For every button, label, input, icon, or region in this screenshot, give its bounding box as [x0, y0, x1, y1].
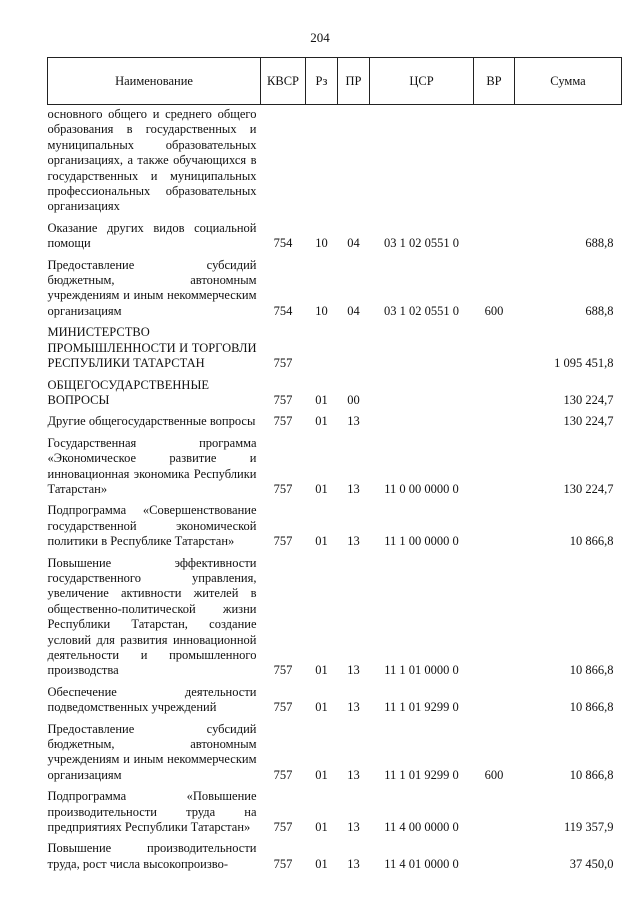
row-sum: 130 224,7 — [563, 414, 614, 429]
row-name: Повышение эффективности государственного управления, увеличение активности жителей в общественно-политической жизни Республики Татарстан, создание условий для развития инновационной деятельности и промышленного производства — [47, 555, 257, 678]
table-header-row — [48, 58, 622, 105]
row-sum — [515, 105, 622, 217]
row-vr — [474, 681, 515, 718]
row-pr — [338, 321, 370, 373]
row-pr: 13 — [347, 856, 360, 871]
header-rz: Рз — [306, 58, 338, 105]
row-vr — [474, 217, 515, 254]
row-pr: 13 — [347, 767, 360, 782]
row-kvsr: 757 — [273, 820, 293, 835]
row-pr: 13 — [347, 700, 360, 715]
row-csr: 11 1 01 9299 0 — [384, 767, 459, 782]
row-sum: 688,8 — [585, 236, 614, 251]
row-sum: 119 357,9 — [563, 820, 614, 835]
row-kvsr: 757 — [273, 414, 293, 429]
table-row — [48, 321, 622, 373]
row-vr — [474, 321, 515, 373]
row-csr — [370, 374, 474, 411]
row-csr: 11 0 00 0000 0 — [384, 481, 459, 496]
row-sum: 10 866,8 — [569, 663, 614, 678]
row-name: Оказание других видов социальной помощи — [47, 220, 257, 251]
row-name: Подпрограмма «Повышение производительности труда на предприятиях Республики Татарстан» — [47, 789, 257, 835]
row-name: Обеспечение деятельности подведомственных учреждений — [47, 684, 257, 715]
row-rz: 10 — [315, 303, 328, 318]
row-kvsr: 757 — [273, 767, 293, 782]
row-rz: 01 — [315, 663, 328, 678]
row-rz: 01 — [315, 392, 328, 407]
table-row — [48, 254, 622, 322]
page-number: 204 — [310, 30, 330, 45]
row-kvsr — [261, 105, 306, 217]
row-vr: 600 — [484, 767, 504, 782]
row-csr: 03 1 02 0551 0 — [384, 236, 459, 251]
row-name: основного общего и среднего общего образования в государственных и муниципальных образовательных организациях, а также обучающихся в государственных и муниципальных профессиональных образовательных организациях — [47, 107, 257, 214]
row-kvsr: 757 — [273, 700, 293, 715]
row-rz: 01 — [315, 481, 328, 496]
row-pr: 13 — [347, 414, 360, 429]
row-kvsr: 757 — [273, 481, 293, 496]
row-name: Предоставление субсидий бюджетным, автономным учреждениям и иным некоммерческим организациям — [47, 721, 257, 782]
table-row — [48, 499, 622, 551]
row-pr: 13 — [347, 534, 360, 549]
row-csr: 11 1 01 9299 0 — [384, 700, 459, 715]
table-row — [48, 837, 622, 874]
table-row — [48, 105, 622, 217]
header-kvsr: КВСР — [261, 58, 306, 105]
row-kvsr: 754 — [273, 236, 293, 251]
row-sum: 10 866,8 — [569, 534, 614, 549]
row-name: ОБЩЕГОСУДАРСТВЕННЫЕ ВОПРОСЫ — [47, 377, 209, 407]
row-name: Другие общегосударственные вопросы — [47, 414, 256, 429]
row-pr: 04 — [347, 236, 360, 251]
header-csr: ЦСР — [370, 58, 474, 105]
row-rz: 01 — [315, 820, 328, 835]
row-rz: 01 — [315, 414, 328, 429]
row-csr: 11 1 00 0000 0 — [384, 534, 459, 549]
row-name: Повышение производительности труда, рост числа высокопроизво- — [47, 841, 257, 871]
row-pr: 13 — [347, 820, 360, 835]
row-sum: 130 224,7 — [563, 481, 614, 496]
row-csr: 03 1 02 0551 0 — [384, 303, 459, 318]
header-vr: ВР — [474, 58, 515, 105]
budget-table — [47, 57, 622, 874]
row-csr: 11 4 01 0000 0 — [384, 856, 459, 871]
table-row — [48, 410, 622, 431]
row-pr: 04 — [347, 303, 360, 318]
table-row — [48, 681, 622, 718]
row-vr — [474, 499, 515, 551]
row-rz: 10 — [315, 236, 328, 251]
table-row — [48, 552, 622, 681]
row-csr — [370, 410, 474, 431]
row-sum: 10 866,8 — [569, 700, 614, 715]
row-rz: 01 — [315, 767, 328, 782]
row-pr: 00 — [347, 392, 360, 407]
row-csr — [370, 321, 474, 373]
table-row — [48, 432, 622, 500]
row-rz: 01 — [315, 856, 328, 871]
row-rz: 01 — [315, 700, 328, 715]
row-name: МИНИСТЕРСТВО ПРОМЫШЛЕННОСТИ И ТОРГОВЛИ РЕСПУБЛИКИ ТАТАРСТАН — [47, 325, 257, 371]
row-sum: 688,8 — [585, 303, 614, 318]
row-kvsr: 757 — [273, 856, 293, 871]
row-kvsr: 757 — [273, 392, 293, 407]
table-row — [48, 374, 622, 411]
row-kvsr: 757 — [273, 356, 293, 371]
row-vr — [474, 374, 515, 411]
row-sum: 130 224,7 — [563, 392, 614, 407]
row-vr — [474, 785, 515, 837]
row-sum: 10 866,8 — [569, 767, 614, 782]
row-sum: 1 095 451,8 — [554, 356, 614, 371]
row-vr — [474, 410, 515, 431]
row-sum: 37 450,0 — [569, 856, 614, 871]
row-name: Предоставление субсидий бюджетным, автономным учреждениям и иным некоммерческим организациям — [47, 257, 257, 318]
table-row — [48, 217, 622, 254]
row-vr — [474, 432, 515, 500]
row-csr — [370, 105, 474, 217]
row-rz — [306, 105, 338, 217]
row-vr — [474, 837, 515, 874]
header-pr: ПР — [338, 58, 370, 105]
row-csr: 11 4 00 0000 0 — [384, 820, 459, 835]
row-vr — [474, 552, 515, 681]
header-name: Наименование — [48, 58, 261, 105]
row-pr: 13 — [347, 481, 360, 496]
header-sum: Сумма — [515, 58, 622, 105]
row-kvsr: 757 — [273, 534, 293, 549]
row-kvsr: 757 — [273, 663, 293, 678]
row-name: Государственная программа «Экономическое развитие и инновационная экономика Республики Татарстан» — [47, 435, 257, 496]
table-row — [48, 718, 622, 786]
row-vr: 600 — [484, 303, 504, 318]
row-rz: 01 — [315, 534, 328, 549]
row-pr — [338, 105, 370, 217]
row-vr — [474, 105, 515, 217]
row-rz — [306, 321, 338, 373]
row-name: Подпрограмма «Совершенствование государственной экономической политики в Республике Татарстан» — [47, 503, 257, 549]
row-kvsr: 754 — [273, 303, 293, 318]
row-csr: 11 1 01 0000 0 — [384, 663, 459, 678]
row-pr: 13 — [347, 663, 360, 678]
table-row — [48, 785, 622, 837]
